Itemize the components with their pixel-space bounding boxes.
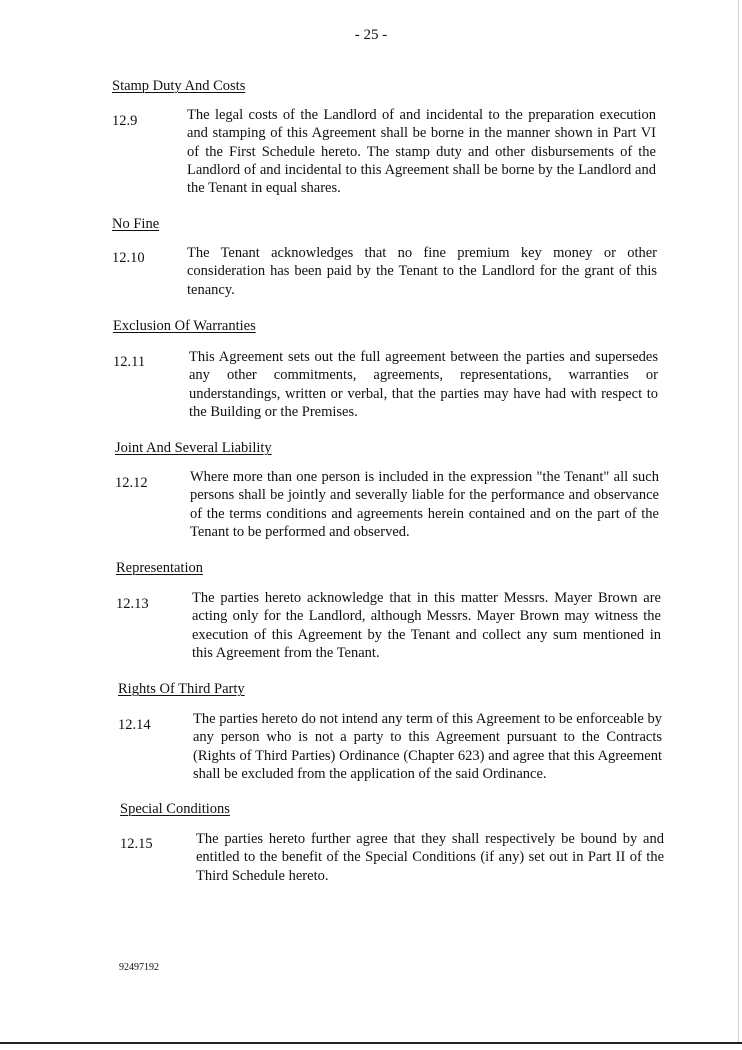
clause-number-12-9: 12.9 [112,113,138,129]
clause-text-12-14: The parties hereto do not intend any term of this Agreement to be enforceable by any person who is not a party to this Agreement pursuant to the Contracts (Rights of Third Parties) Ordinance (Chapter 623) and agree that this Agreement shall be excluded from the application of the said Ordinance. [193,711,662,782]
clause-text-12-9: The legal costs of the Landlord of and incidental to the preparation execution and stamping of this Agreement shall be borne in the manner shown in Part VI of the First Schedule hereto. The stamp duty and other disbursements of the Landlord of and incidental to this Agreement shall be borne by the Landlord and the Tenant in equal shares. [187,107,656,197]
clause-number-12-14: 12.14 [118,717,151,733]
clause-text-12-10: The Tenant acknowledges that no fine premium key money or other consideration has been paid by the Tenant to the Landlord for the grant of this tenancy. [187,245,657,298]
clause-number-12-12: 12.12 [115,475,148,491]
page-edge-line [738,0,739,1044]
clause-number-12-13: 12.13 [116,596,149,612]
section-heading-joint-and-several-liability: Joint And Several Liability [115,440,272,456]
clause-text-12-15: The parties hereto further agree that they shall respectively be bound by and entitled to the benefit of the Special Conditions (if any) set out in Part II of the Third Schedule hereto. [196,831,664,884]
section-heading-stamp-duty: Stamp Duty And Costs [112,78,246,94]
clause-text-12-13: The parties hereto acknowledge that in this matter Messrs. Mayer Brown are acting only for the Landlord, although Messrs. Mayer Brown may witness the execution of this Agreement by the Tenant and collect any sum mentioned in this Agreement from the Tenant. [192,590,661,661]
clause-number-12-15: 12.15 [120,836,153,852]
clause-text-12-12: Where more than one person is included in the expression "the Tenant" all such persons shall be jointly and severally liable for the performance and observance of the terms conditions and agreements herein contained and on the part of the Tenant to be performed and observed. [190,469,659,540]
section-heading-special-conditions: Special Conditions [120,801,230,817]
section-heading-exclusion-of-warranties: Exclusion Of Warranties [113,318,256,334]
document-id: 92497192 [119,962,159,973]
section-heading-no-fine: No Fine [112,216,160,232]
page-bottom-edge [0,1042,742,1044]
section-heading-representation: Representation [116,560,203,576]
page-number: - 25 - [354,27,388,43]
clause-number-12-10: 12.10 [112,250,145,266]
clause-text-12-11: This Agreement sets out the full agreement between the parties and supersedes any other commitments, agreements, representations, warranties or understandings, written or verbal, that the parties may have had with respect to the Building or the Premises. [189,349,658,420]
clause-number-12-11: 12.11 [113,354,146,370]
section-heading-rights-of-third-party: Rights Of Third Party [118,681,245,697]
